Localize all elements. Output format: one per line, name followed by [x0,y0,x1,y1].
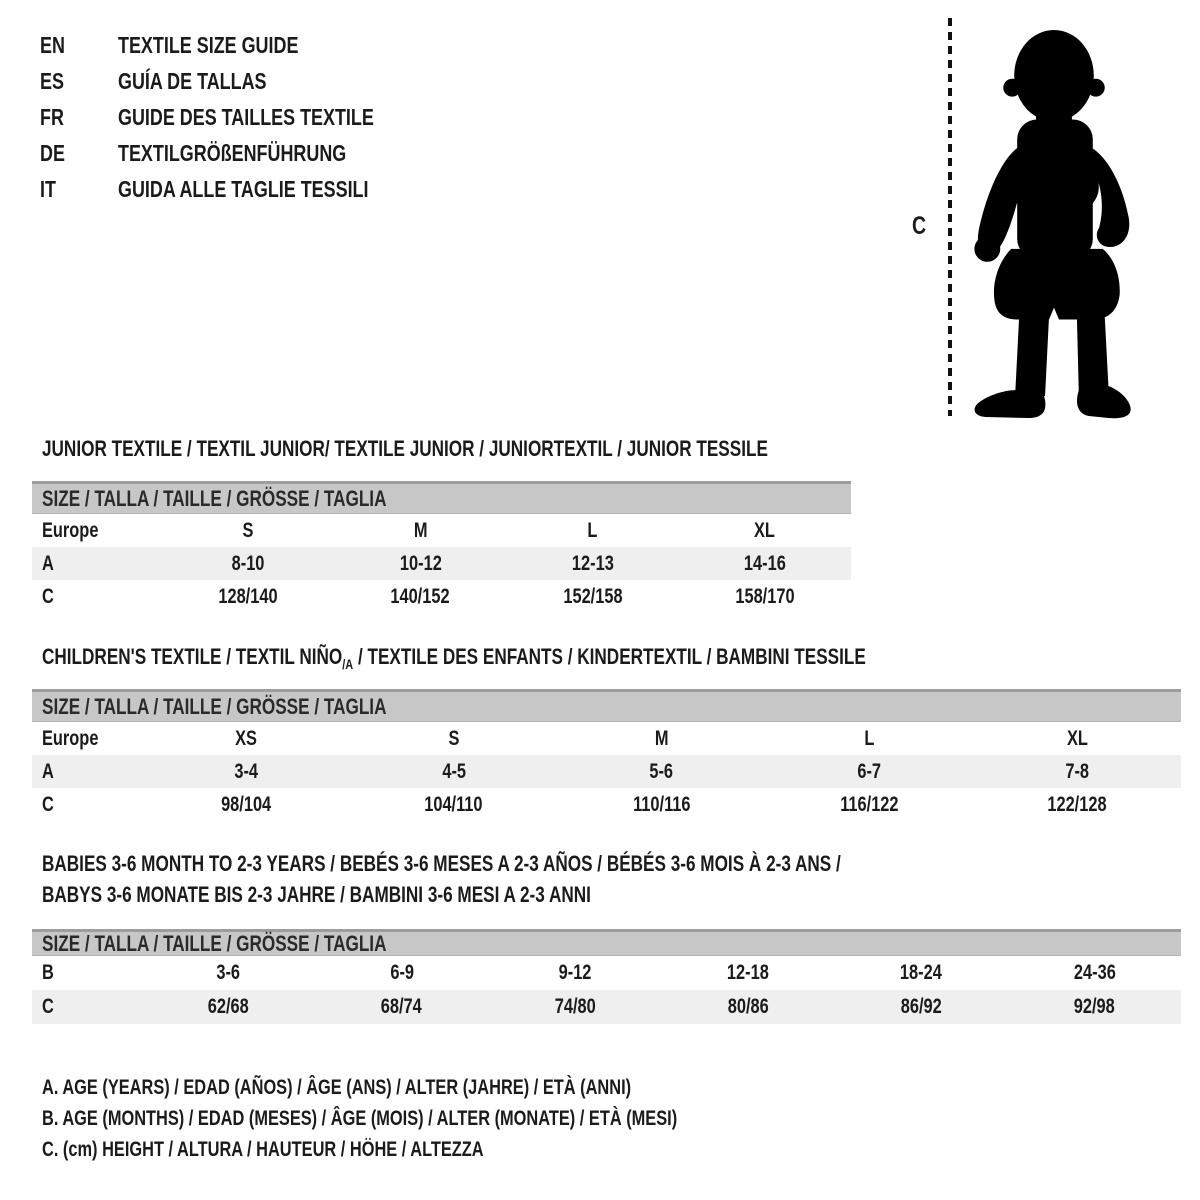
table-cell: 6-7 [857,759,882,783]
table-cell: 80/86 [727,995,769,1018]
row-label: Europe [42,726,99,750]
legend-line-a: A. AGE (YEARS) / EDAD (AÑOS) / ÂGE (ANS) / ALTER (JAHRE) / ETÀ (ANNI) [42,1076,632,1099]
junior-section-heading: JUNIOR TEXTILE / TEXTIL JUNIOR/ TEXTILE JUNIOR / JUNIORTEXTIL / JUNIOR TESSILE [42,436,768,461]
table-cell: 128/140 [218,584,278,608]
table-row [32,722,1181,755]
junior-size-table [32,481,851,613]
table-cell: XL [1066,726,1088,750]
language-row [40,27,446,63]
language-code: DE [40,139,65,166]
language-code: EN [40,31,65,58]
babies-size-table [32,929,1181,1024]
table-cell: 9-12 [558,961,592,984]
table-cell: 3-6 [216,961,241,984]
table-cell: 62/68 [208,995,250,1018]
babies-section-heading: BABIES 3-6 MONTH TO 2-3 YEARS / BEBÉS 3-6 MESES A 2-3 AÑOS / BÉBÉS 3-6 MOIS À 2-3 ANS / BABYS 3-6 MONATE BIS 2-3 JAHRE / BAMBINI 3-6 MESI A 2-3 ANNI [42,851,841,907]
row-label: Europe [42,518,99,542]
table-cell: 86/92 [900,995,942,1018]
language-code: IT [40,175,56,202]
table-cell: 12-13 [571,551,614,575]
table-cell: 158/170 [735,584,795,608]
table-row [32,547,851,580]
toddler-silhouette-icon [963,24,1143,422]
table-cell: XS [234,726,257,750]
table-cell: 92/98 [1073,995,1115,1018]
language-title-block [40,27,446,207]
row-label: B [42,961,54,984]
row-label: C [42,584,54,608]
table-cell: 68/74 [381,995,423,1018]
table-cell: 5-6 [649,759,674,783]
table-cell: 122/128 [1047,792,1107,816]
table-cell: 4-5 [441,759,466,783]
legend-line-b: B. AGE (MONTHS) / EDAD (MESES) / ÂGE (MOIS) / ALTER (MONATE) / ETÀ (MESI) [42,1107,678,1130]
table-cell: 7-8 [1065,759,1089,783]
nino-a-subscript: /A [342,656,354,672]
guide-title: GUÍA DE TALLAS [118,67,267,94]
table-cell: M [654,726,669,750]
table-row [32,990,1181,1024]
table-cell: 10-12 [399,551,442,575]
language-row [40,63,446,99]
table-row [32,956,1181,990]
table-cell: 110/116 [632,792,691,816]
legend-line-c: C. (cm) HEIGHT / ALTURA / HAUTEUR / HÖHE / ALTEZZA [42,1138,484,1161]
row-label: A [42,551,54,575]
table-cell: 24-36 [1073,961,1116,984]
size-header-bar: SIZE / TALLA / TAILLE / GRÖSSE / TAGLIA [32,929,1181,956]
table-cell: 104/110 [424,792,483,816]
row-label: C [42,995,54,1018]
language-row [40,99,446,135]
table-cell: 14-16 [743,551,786,575]
language-row [40,171,446,207]
measurement-legend [42,1072,856,1165]
table-row [32,514,851,547]
guide-title: TEXTILE SIZE GUIDE [118,31,299,58]
language-code: FR [40,103,64,130]
table-cell: L [587,518,598,542]
table-cell: 98/104 [220,792,271,816]
table-cell: 18-24 [900,961,943,984]
height-measure-line [944,16,956,418]
table-cell: L [864,726,875,750]
table-cell: 6-9 [389,961,414,984]
size-header-bar: SIZE / TALLA / TAILLE / GRÖSSE / TAGLIA [32,481,851,514]
size-header-bar: SIZE / TALLA / TAILLE / GRÖSSE / TAGLIA [32,689,1181,722]
table-cell: 152/158 [563,584,623,608]
table-cell: M [413,518,428,542]
guide-title: GUIDE DES TAILLES TEXTILE [118,103,374,130]
table-cell: S [242,518,254,542]
language-row [40,135,446,171]
children-size-table [32,689,1181,821]
guide-title: GUIDA ALLE TAGLIE TESSILI [118,175,369,202]
language-code: ES [40,67,64,94]
table-cell: 116/122 [840,792,899,816]
table-row [32,755,1181,788]
table-cell: 8-10 [231,551,265,575]
table-row [32,580,851,613]
table-row [32,788,1181,821]
table-cell: 12-18 [727,961,770,984]
guide-title: TEXTILGRÖßENFÜHRUNG [118,139,347,166]
row-label: A [42,759,54,783]
table-cell: 74/80 [554,995,596,1018]
table-cell: 3-4 [234,759,258,783]
table-cell: 140/152 [390,584,450,608]
row-label: C [42,792,54,816]
children-section-heading: CHILDREN'S TEXTILE / TEXTIL $NIÑO_{/A}$ / TEXTILE DES ENFANTS / KINDERTEXTIL / BAMBINI TESSILE [42,644,866,672]
table-cell: XL [754,518,776,542]
table-cell: S [448,726,460,750]
height-measure-label: C [912,212,927,240]
